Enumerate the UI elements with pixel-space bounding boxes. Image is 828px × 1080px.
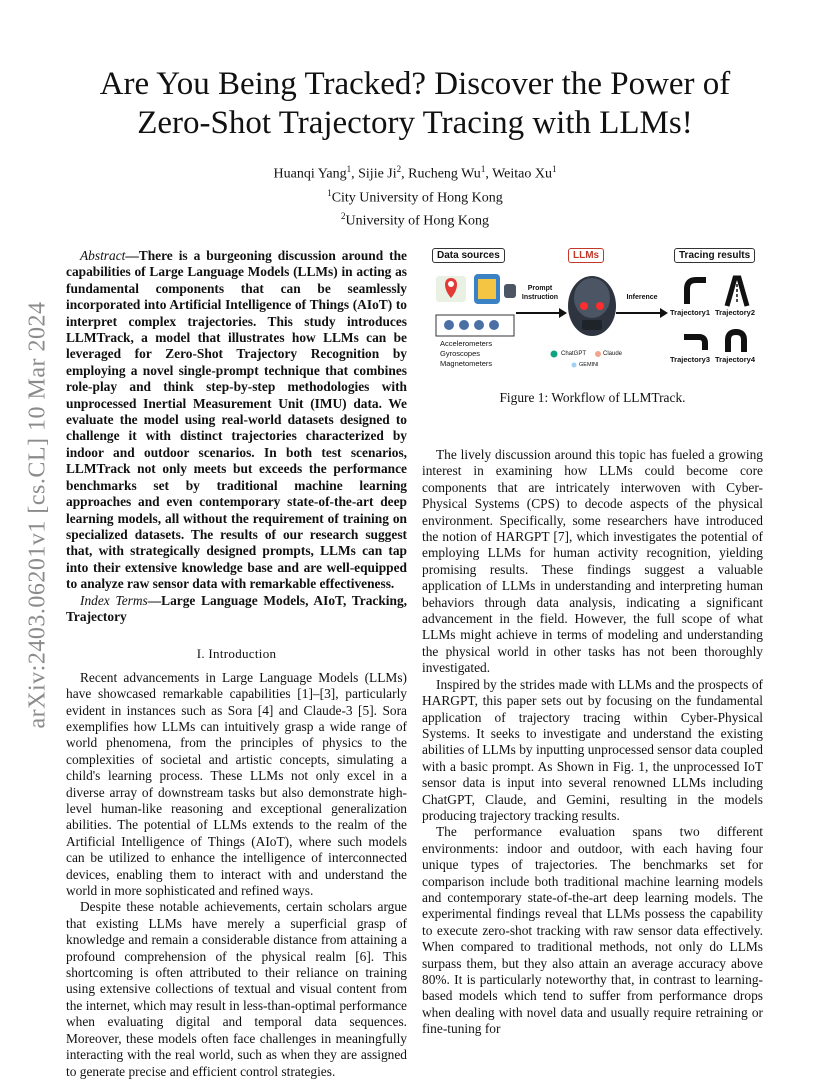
- author-affiliation-mark: 1: [346, 164, 352, 174]
- abstract-text: There is a burgeoning discussion around the capabilities of Large Language Models (LLMs) in acting as fundamental components that can be seamlessly incorporated into Artificial Intelligence of Things (AIoT) to interpret complex trajectories. This study introduces LLMTrack, a model that illustrates how LLMs can be leveraged for Zero-Shot Trajectory Recognition by employing a novel single-prompt technique that combines role-play and think step-by-step methodologies with unprocessed Inertial Measurement Unit (IMU) data. We evaluate the model using real-world datasets designed to challenge it with distinct trajectories characterized by indoor and outdoor scenarios. In both test scenarios, LLMTrack not only meets but exceeds the performance benchmarks set by traditional machine learning approaches and even contemporary state-of-the-art deep learning models, all without the requirement of training on specialized datasets. The results of our research suggest that, with strategically designed prompts, LLMs can tap into their extensive knowledge base and are well-equipped to analyze raw sensor data with remarkable effectiveness.: [66, 248, 407, 592]
- trajectory-icon: [727, 278, 747, 306]
- trajectory-icon: [687, 280, 706, 304]
- body-paragraph: Despite these notable achievements, certain scholars argue that existing LLMs have merely a superficial grasp of knowledge and remain a considerable distance from attaining a profound comprehension of the physical realm [6]. This shortcoming is often attributed to their reliance on training using extensive collections of textual and visual content from the internet, which may result in less-than-optimal performance when evaluating digital and temporal data sequences. Moreover, these models often face challenges in meaningfully interacting with the real world, such as when they are assigned to generate precise and efficient control strategies.: [66, 899, 407, 1079]
- trajectory-label: Trajectory3: [670, 355, 711, 364]
- trajectory-icon: [728, 332, 744, 352]
- author-affiliation-mark: 1: [480, 164, 486, 174]
- phone-sensor-icon: [474, 274, 500, 304]
- affiliation: $^2$University of Hong Kong: [341, 211, 489, 229]
- tracing-results-header: Tracing results: [674, 248, 755, 263]
- title-line-1: Are You Being Tracked? Discover the Power of: [99, 66, 731, 102]
- abstract-label: Abstract: [80, 248, 126, 263]
- author-name: Sijie Ji: [358, 166, 397, 182]
- abstract: Abstract—There is a burgeoning discussion around the capabilities of Large Language Models (LLMs) in acting as fundamental components that can be seamlessly incorporated into Artificial Intelligence of Things (AIoT) to interpret complex trajectories. This study introduces LLMTrack, a model that illustrates how LLMs can be leveraged for Zero-Shot Trajectory Recognition by employing a novel single-prompt technique that combines role-play and think step-by-step methodologies with unprocessed Inertial Measurement Unit (IMU) data. We evaluate the model using real-world datasets designed to challenge it with distinct trajectories characterized by indoor and outdoor scenarios. In both test scenarios, LLMTrack not only meets but exceeds the performance benchmarks set by traditional machine learning approaches and even contemporary state-of-the-art deep learning models, all without the requirement of training on specialized datasets. The results of our research suggest that, with strategically designed prompts, LLMs can tap into their extensive knowledge base and are well-equipped to analyze raw sensor data with remarkable effectiveness.: [66, 248, 407, 592]
- data-sources-header: Data sources: [432, 248, 505, 263]
- author-affiliation-mark: 2: [396, 164, 402, 174]
- title-line-2: Zero-Shot Trajectory Tracing with LLMs!: [137, 105, 693, 141]
- body-paragraph: Recent advancements in Large Language Models (LLMs) have showcased remarkable capabilities [1]–[3], particularly evident in instances such as Sora [4] and Claude-3 [5]. Sora exemplifies how LLMs can intuitively grasp a wide range of world phenomena, from the principles of physics to the complexities of societal and artistic concepts, simulating a child's learning process. These LLMs not only excel in a diverse array of downstream tasks but also demonstrate high-level human-like reasoning and exceptional generalization abilities. The potential of LLMs extends to the realm of the Artificial Intelligence of Things (AIoT), where such models can be utilized to enhance the intelligence of interconnected devices, enabling them to interact with and understand the world in more sophisticated and refined ways.: [66, 669, 407, 899]
- trajectory-label: Trajectory1: [670, 308, 711, 317]
- chatgpt-logo-icon: [551, 351, 558, 358]
- figure-caption: Figure 1: Workflow of LLMTrack.: [499, 390, 686, 405]
- trajectory-label: Trajectory4: [715, 355, 756, 364]
- workflow-figure: [424, 244, 762, 374]
- body-paragraph: The lively discussion around this topic has fueled a growing interest in examining how LLMs could become core components that are intricately interwoven with Cyber-Physical Systems (CPS) to decode aspects of the physical environment. Specifically, some researchers have introduced the notion of HARGPT [7], which investigates the potential of employing LLMs for human activity recognition, yielding promising results. These findings suggest a valuable application of LLMs in understanding and interpreting human behaviors through data analysis, indicating a significant advancement in the field. However, the full scope of what LLMs might achieve in terms of modeling and understanding the physical world in other tasks has not been thoroughly investigated.: [422, 447, 763, 676]
- body-paragraph: The performance evaluation spans two different environments: indoor and outdoor, with each having four unique types of trajectories. The benchmarks set for comparison include both traditional machine learning models and contemporary state-of-the-art deep learning models. The experimental findings reveal that LLMs possess the capability to execute zero-shot tracking with raw sensor data effectively. When compared to traditional methods, not only do LLMs surpass them, but they also attain an average accuracy above 80%. It is particularly noteworthy that, in contrast to learning-based models which tend to suffer from performance drops when dealing with novel data and usually require retraining or fine-tuning for: [422, 824, 763, 1037]
- affiliation: $^1$City University of Hong Kong: [327, 187, 503, 206]
- llms-header: LLMs: [568, 248, 604, 263]
- claude-label: Claude: [603, 351, 623, 357]
- robot-llm-icon: [568, 276, 616, 336]
- section-heading: I. Introduction: [196, 646, 277, 662]
- gemini-logo-icon: [572, 363, 577, 368]
- index-terms-text: Large Language Models, AIoT, Tracking, Trajectory: [66, 592, 407, 624]
- map-location-icon: [436, 276, 466, 302]
- left-column: [66, 248, 407, 1080]
- body-paragraph: Inspired by the strides made with LLMs and the prospects of HARGPT, this paper sets out by focusing on the fundamental application of trajectory tracing within Cyber-Physical Systems. It seeks to investigate and understand the existing abilities of LLMs by inputting unprocessed sensor data coupled with a basic prompt. As Shown in Fig. 1, the unprocessed IoT sensor data is input into several renowned LLMs including ChatGPT, Claude, and Gemini, resulting in the models producing trajectory tracking results.: [422, 676, 763, 823]
- paper-title: [70, 65, 760, 143]
- author-block: [70, 160, 760, 231]
- arxiv-sidebar: [18, 275, 58, 755]
- author-name: Rucheng Wu: [408, 166, 481, 182]
- claude-logo-icon: [595, 351, 601, 357]
- right-column: [422, 447, 763, 1038]
- index-terms-label: Index Terms: [80, 592, 148, 608]
- sensor-list: Accelerometers Gyroscopes Magnetometers: [440, 339, 493, 368]
- arxiv-identifier: arXiv:2403.06201v1 [cs.CL] 10 Mar 2024: [24, 301, 51, 729]
- prompt-instruction-label: Prompt Instruction: [521, 285, 559, 301]
- smartwatch-icon: [504, 284, 516, 298]
- trajectory-label: Trajectory2: [715, 308, 756, 317]
- index-terms: Index Terms—Large Language Models, AIoT, Tracking, Trajectory: [66, 592, 407, 624]
- author-name: Weitao Xu: [492, 166, 552, 182]
- trajectory-icon: [684, 337, 705, 350]
- gemini-label: GEMINI: [579, 362, 599, 368]
- inference-label: Inference: [626, 294, 658, 301]
- author-name: Huanqi Yang: [273, 166, 347, 182]
- sensor-icons: [444, 320, 499, 330]
- chatgpt-label: ChatGPT: [561, 351, 587, 357]
- author-affiliation-mark: 1: [551, 164, 557, 174]
- author-list: Huanqi Yang$^1$, Sijie Ji$^2$, Rucheng Wu$^1$, Weitao Xu$^1$: [273, 164, 557, 182]
